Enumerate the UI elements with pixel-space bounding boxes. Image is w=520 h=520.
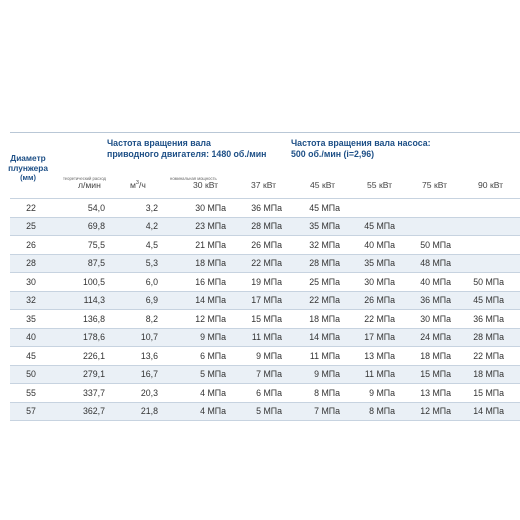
pressure-cell: 19 МПа (226, 273, 282, 292)
pressure-cell: 28 МПа (226, 217, 282, 236)
pressure-cell (451, 254, 504, 273)
volume-cell: 10,7 (105, 328, 158, 347)
flow-cell: 226,1 (52, 347, 105, 366)
pressure-cell: 13 МПа (340, 347, 395, 366)
pressure-cell: 40 МПа (340, 236, 395, 255)
pressure-cell: 12 МПа (395, 402, 451, 421)
diameter-cell: 28 (10, 254, 52, 273)
flow-cell: 100,5 (52, 273, 105, 292)
flow-cell: 362,7 (52, 402, 105, 421)
pressure-cell: 8 МПа (340, 402, 395, 421)
volume-cell: 21,8 (105, 402, 158, 421)
power-header-45: 45 кВт (310, 180, 336, 190)
volume-cell: 20,3 (105, 384, 158, 403)
volume-unit-header: $м^3/ч$ (130, 180, 146, 190)
pressure-cell: 17 МПа (340, 328, 395, 347)
diameter-cell: 40 (10, 328, 52, 347)
pressure-cell: 22 МПа (282, 291, 340, 310)
diameter-cell: 45 (10, 347, 52, 366)
pressure-cell: 14 МПа (451, 402, 504, 421)
pressure-cell: 9 МПа (158, 328, 226, 347)
pressure-cell: 14 МПа (158, 291, 226, 310)
volume-cell: 6,9 (105, 291, 158, 310)
pressure-cell (451, 236, 504, 255)
pressure-cell: 23 МПа (158, 217, 226, 236)
row-end-spacer (504, 347, 520, 366)
table-row (10, 273, 520, 292)
diameter-header: Диаметр плунжера (мм) (8, 153, 48, 182)
pressure-cell: 11 МПа (282, 347, 340, 366)
row-end-spacer (504, 236, 520, 255)
table-row (10, 291, 520, 310)
volume-cell: 4,2 (105, 217, 158, 236)
diameter-cell: 32 (10, 291, 52, 310)
pressure-cell: 30 МПа (395, 310, 451, 329)
pressure-cell: 32 МПа (282, 236, 340, 255)
row-end-spacer (504, 273, 520, 292)
pressure-cell: 36 МПа (395, 291, 451, 310)
flow-cell: 337,7 (52, 384, 105, 403)
diameter-cell: 35 (10, 310, 52, 329)
pressure-cell: 5 МПа (158, 365, 226, 384)
table-row (10, 254, 520, 273)
pressure-cell: 18 МПа (451, 365, 504, 384)
power-header-55: 55 кВт (367, 180, 393, 190)
pressure-cell: 18 МПа (282, 310, 340, 329)
pressure-cell: 11 МПа (226, 328, 282, 347)
flow-cell: 279,1 (52, 365, 105, 384)
volume-cell: 16,7 (105, 365, 158, 384)
pressure-cell: 26 МПа (340, 291, 395, 310)
pressure-cell: 12 МПа (158, 310, 226, 329)
flow-cell: 69,8 (52, 217, 105, 236)
pressure-cell: 9 МПа (282, 365, 340, 384)
pressure-cell: 16 МПа (158, 273, 226, 292)
pressure-cell (451, 217, 504, 236)
flow-unit-header: л/мин (78, 180, 101, 190)
row-end-spacer (504, 365, 520, 384)
pressure-cell: 11 МПа (340, 365, 395, 384)
pressure-cell: 7 МПа (226, 365, 282, 384)
pressure-cell: 45 МПа (340, 217, 395, 236)
flow-small-label: теоретический расход (62, 176, 106, 181)
pressure-cell: 18 МПа (158, 254, 226, 273)
power-small-label: номинальная мощность (170, 176, 217, 181)
flow-cell: 136,8 (52, 310, 105, 329)
pressure-cell: 22 МПа (451, 347, 504, 366)
table-row (10, 402, 520, 421)
row-end-spacer (504, 328, 520, 347)
pressure-cell: 9 МПа (226, 347, 282, 366)
row-end-spacer (504, 217, 520, 236)
table-row (10, 199, 520, 218)
pressure-cell: 6 МПа (226, 384, 282, 403)
row-end-spacer (504, 291, 520, 310)
pressure-cell: 45 МПа (451, 291, 504, 310)
pressure-cell: 14 МПа (282, 328, 340, 347)
row-end-spacer (504, 384, 520, 403)
pressure-cell: 8 МПа (282, 384, 340, 403)
flow-cell: 114,3 (52, 291, 105, 310)
table-row (10, 217, 520, 236)
pressure-cell: 15 МПа (451, 384, 504, 403)
volume-cell: 13,6 (105, 347, 158, 366)
table-row (10, 347, 520, 366)
pressure-cell: 15 МПа (395, 365, 451, 384)
pressure-cell: 28 МПа (451, 328, 504, 347)
diameter-cell: 57 (10, 402, 52, 421)
pressure-cell (395, 217, 451, 236)
pressure-cell: 50 МПа (451, 273, 504, 292)
pressure-cell (395, 199, 451, 218)
row-end-spacer (504, 254, 520, 273)
motor-speed-header: Частота вращения вала приводного двигателя: 1480 об./мин (107, 138, 267, 159)
pressure-cell: 25 МПа (282, 273, 340, 292)
pressure-cell: 13 МПа (395, 384, 451, 403)
table-row (10, 310, 520, 329)
diameter-cell: 26 (10, 236, 52, 255)
volume-cell: 4,5 (105, 236, 158, 255)
flow-cell: 178,6 (52, 328, 105, 347)
volume-cell: 5,3 (105, 254, 158, 273)
pressure-cell: 21 МПа (158, 236, 226, 255)
table-row (10, 236, 520, 255)
pump-speed-header: Частота вращения вала насоса: 500 об./мин (i=2,96) (291, 138, 431, 159)
flow-cell: 87,5 (52, 254, 105, 273)
pressure-cell: 4 МПа (158, 402, 226, 421)
pressure-cell: 26 МПа (226, 236, 282, 255)
pressure-cell: 48 МПа (395, 254, 451, 273)
pressure-cell: 9 МПа (340, 384, 395, 403)
pressure-cell: 45 МПа (282, 199, 340, 218)
pressure-cell: 24 МПа (395, 328, 451, 347)
power-header-75: 75 кВт (422, 180, 448, 190)
pressure-table (10, 198, 520, 421)
pressure-cell: 30 МПа (158, 199, 226, 218)
pressure-cell: 28 МПа (282, 254, 340, 273)
diameter-cell: 50 (10, 365, 52, 384)
row-end-spacer (504, 310, 520, 329)
pressure-cell: 36 МПа (226, 199, 282, 218)
volume-cell: 6,0 (105, 273, 158, 292)
pressure-cell: 17 МПа (226, 291, 282, 310)
pressure-cell: 18 МПа (395, 347, 451, 366)
top-divider (10, 132, 520, 133)
power-header-37: 37 кВт (251, 180, 277, 190)
flow-cell: 54,0 (52, 199, 105, 218)
pressure-cell: 5 МПа (226, 402, 282, 421)
pressure-cell: 36 МПа (451, 310, 504, 329)
pressure-cell (451, 199, 504, 218)
pressure-cell: 35 МПа (340, 254, 395, 273)
table-row (10, 365, 520, 384)
diameter-cell: 55 (10, 384, 52, 403)
row-end-spacer (504, 199, 520, 218)
pressure-cell: 4 МПа (158, 384, 226, 403)
pressure-cell: 6 МПа (158, 347, 226, 366)
pressure-cell: 35 МПа (282, 217, 340, 236)
pressure-cell: 7 МПа (282, 402, 340, 421)
pressure-cell: 30 МПа (340, 273, 395, 292)
table-row (10, 328, 520, 347)
power-header-90: 90 кВт (478, 180, 504, 190)
pressure-cell (340, 199, 395, 218)
diameter-cell: 22 (10, 199, 52, 218)
pressure-cell: 15 МПа (226, 310, 282, 329)
pressure-cell: 40 МПа (395, 273, 451, 292)
volume-cell: 3,2 (105, 199, 158, 218)
flow-cell: 75,5 (52, 236, 105, 255)
pressure-cell: 22 МПа (226, 254, 282, 273)
diameter-cell: 30 (10, 273, 52, 292)
row-end-spacer (504, 402, 520, 421)
pressure-cell: 50 МПа (395, 236, 451, 255)
table-row (10, 384, 520, 403)
volume-cell: 8,2 (105, 310, 158, 329)
power-header-30: 30 кВт (193, 180, 219, 190)
diameter-cell: 25 (10, 217, 52, 236)
pressure-cell: 22 МПа (340, 310, 395, 329)
